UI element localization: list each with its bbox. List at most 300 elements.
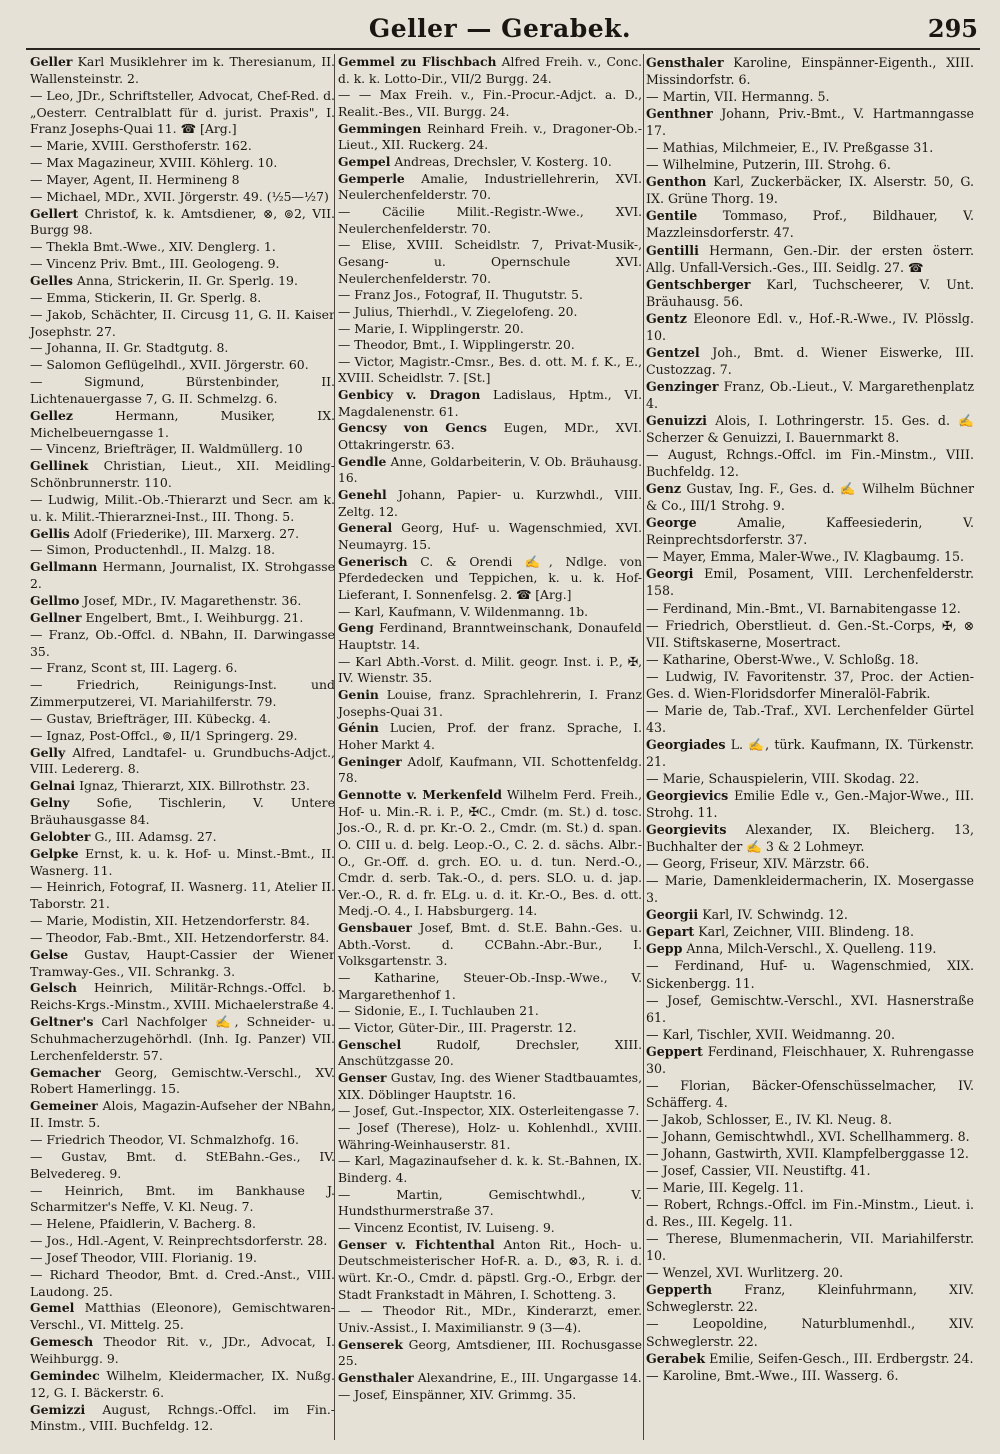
directory-entry: [30, 408, 335, 442]
directory-entry: [30, 256, 335, 273]
directory-entry: [646, 412, 974, 446]
directory-entry: [30, 374, 335, 408]
entry-details: Sofie, Tischlerin, V. Untere Bräuhausgasse 84.: [30, 795, 335, 827]
entry-details: — Johanna, II. Gr. Stadtgutg. 8.: [30, 340, 229, 356]
entry-surname: Gensthaler: [646, 55, 724, 70]
entry-details: — Friedrich, Reinigungs-Inst. und Zimmerputzerei, VI. Mariahilferstr. 79.: [30, 677, 335, 710]
entry-surname: Geng: [338, 620, 374, 636]
entry-surname: Gelnai: [30, 778, 76, 794]
entry-surname: Geltner's: [30, 1014, 94, 1030]
entry-details: — Theodor, Fab.-Bmt., XII. Hetzendorferstr. 84.: [30, 929, 330, 945]
entry-details: Christian, Lieut., XII. Meidling-Schönbrunnerstr. 110.: [30, 458, 335, 491]
entry-details: Engelbert, Bmt., I. Weihburgg. 21.: [85, 609, 304, 625]
page-number: 295: [927, 14, 978, 43]
directory-entry: [338, 420, 642, 453]
entry-details: — Franz, Scont st, III. Lagerg. 6.: [30, 660, 238, 676]
directory-entry: [338, 920, 642, 970]
entry-details: — Mayer, Agent, II. Hermineng 8: [30, 171, 240, 187]
column-divider: [643, 54, 644, 1440]
entry-surname: Gensbauer: [338, 920, 412, 936]
directory-entry: [338, 237, 642, 287]
directory-entry: [30, 340, 335, 357]
directory-entry: [646, 1196, 974, 1230]
entry-details: — Johann, Gemischtwhdl., XVI. Schellhammerg. 8.: [646, 1128, 970, 1144]
entry-details: L. ✍, türk. Kaufmann, IX. Türkenstr. 21.: [646, 736, 974, 769]
directory-entry: [646, 668, 974, 702]
entry-details: Eleonore Edl. v., Hof.-R.-Wwe., IV. Plösslg. 10.: [646, 310, 974, 343]
entry-details: — Michael, MDr., XVII. Jörgerstr. 49. (½5—½7): [30, 188, 329, 204]
directory-entry: [30, 189, 335, 206]
directory-entry: [338, 354, 642, 387]
entry-surname: Genthner: [646, 106, 713, 122]
directory-entry: [646, 344, 974, 378]
entry-details: Alfred, Landtafel- u. Grundbuchs-Adjct., VIII. Ledererg. 8.: [30, 744, 335, 777]
directory-entry: [338, 321, 642, 338]
entry-details: — Josef, Gut.-Inspector, XIX. Osterleitengasse 7.: [338, 1104, 640, 1119]
directory-entry: [30, 660, 335, 677]
directory-entry: [646, 1128, 974, 1145]
entry-surname: Gennotte v. Merkenfeld: [338, 786, 502, 802]
entry-surname: Geller: [30, 54, 73, 69]
entry-details: Alois, Magazin-Aufseher der NBahn, II. Imstr. 5.: [30, 1098, 335, 1131]
entry-details: Hermann, Gen.-Dir. der ersten österr. Allg. Unfall-Versich.-Ges., III. Seidlg. 27. ☎: [646, 242, 974, 275]
directory-entry: [30, 711, 335, 728]
directory-entry: [30, 155, 335, 172]
entry-details: — Ludwig, Milit.-Ob.-Thierarzt und Secr. am k. u. k. Milit.-Thierarznei-Inst., III. Thong. 5.: [30, 491, 335, 524]
entry-details: — Josef (Therese), Holz- u. Kohlenhdl., XVIII. Währing-Weinhauserstr. 81.: [338, 1121, 642, 1152]
directory-entry: [30, 138, 335, 155]
page-header: [0, 10, 1000, 50]
directory-entry: [30, 829, 335, 846]
directory-entry: [338, 520, 642, 553]
entry-details: Wilhelm Ferd. Freih., Hof- u. Min.-R. i. P., ✠C., Cmdr. (m. St.) d. tosc. Jos.-O., R. d. pr. Kr.-O. 2., Cmdr. (m. St.) d. span. O. CIII u. d. belg. Leop.-O., C. 2. d. sächs. Albr.-O., Gr.-Off. d. grch. EO. u. d. tun. Nerd.-O., Cmdr. d. serb. Tak.-O., d. pers. SLO. u. d. jap. Ver.-O., R. d. fr. ELg. u. d. it. Kr.-O., Bes. d. ott. Medj.-O. 4., I. Habsburgerg. 14.: [338, 787, 642, 919]
directory-entry: [30, 357, 335, 374]
directory-entry: [30, 795, 335, 829]
entry-details: Emilie Edle v., Gen.-Major-Wwe., III. Strohg. 11.: [646, 788, 974, 821]
entry-surname: Gelny: [30, 795, 70, 811]
entry-surname: Gellner: [30, 609, 82, 625]
entry-surname: Gellmo: [30, 593, 80, 608]
entry-surname: Gelles: [30, 272, 73, 288]
directory-entry: [338, 1020, 642, 1037]
entry-surname: Gentilli: [646, 242, 699, 258]
directory-entry: [30, 1065, 335, 1099]
directory-entry: [646, 872, 974, 906]
entry-details: — Thekla Bmt.-Wwe., XIV. Denglerg. 1.: [30, 239, 276, 255]
entry-details: — Victor, Magistr.-Cmsr., Bes. d. ott. M. f. K., E., XVIII. Scheidlstr. 7. [St.]: [338, 354, 642, 386]
entry-surname: Gepart: [646, 924, 695, 940]
directory-entry: [338, 87, 642, 120]
entry-details: — Marie, XVIII. Gersthoferstr. 162.: [30, 138, 252, 154]
entry-details: — Mathias, Milchmeier, E., IV. Preßgasse 31.: [646, 140, 934, 156]
directory-entry: [646, 600, 974, 617]
entry-details: Karl, Zeichner, VIII. Blindeng. 18.: [698, 924, 914, 940]
directory-entry: [646, 770, 974, 787]
entry-details: — Karoline, Bmt.-Wwe., III. Wasserg. 6.: [646, 1367, 899, 1383]
entry-surname: Gepp: [646, 941, 683, 957]
entry-surname: Genz: [646, 481, 682, 497]
entry-surname: Genbicy v. Dragon: [338, 387, 481, 403]
entry-details: Anna, Milch-Verschl., X. Quelleng. 119.: [686, 941, 937, 957]
entry-surname: Gentz: [646, 310, 687, 326]
directory-entry: [338, 1220, 642, 1237]
entry-details: — Marie, Modistin, XII. Hetzendorferstr. 84.: [30, 913, 310, 929]
directory-entry: [338, 1003, 642, 1020]
entry-details: — Victor, Güter-Dir., III. Pragerstr. 12.: [338, 1021, 577, 1036]
entry-surname: Gelpke: [30, 845, 79, 861]
entry-surname: Gempel: [338, 153, 391, 169]
directory-entry: [646, 906, 974, 923]
entry-details: — Sidonie, E., I. Tuchlauben 21.: [338, 1004, 539, 1019]
directory-entry: [30, 1132, 335, 1149]
entry-details: — Ferdinand, Min.-Bmt., VI. Barnabitengasse 12.: [646, 600, 961, 616]
entry-details: — Ignaz, Post-Offcl., ⊚, II/1 Springerg. 29.: [30, 727, 298, 743]
directory-entry: [646, 514, 974, 548]
entry-details: — Katharine, Steuer-Ob.-Insp.-Wwe., V. Margarethenhof 1.: [338, 971, 642, 1002]
directory-entry: [646, 736, 974, 770]
directory-entry: [646, 310, 974, 344]
entry-details: — Franz Jos., Fotograf, II. Thugutstr. 5.: [338, 288, 583, 303]
directory-entry: [646, 1350, 974, 1367]
directory-entry: [338, 1387, 642, 1404]
entry-surname: Gelly: [30, 744, 66, 760]
entry-details: Matthias (Eleonore), Gemischtwaren-Verschl., VI. Mittelg. 25.: [30, 1300, 335, 1333]
directory-entry: [30, 290, 335, 307]
entry-surname: Genzinger: [646, 378, 719, 394]
entry-details: — Marie, Damenkleidermacherin, IX. Mosergasse 3.: [646, 873, 974, 906]
entry-details: — Katharine, Oberst-Wwe., V. Schloßg. 18.: [646, 651, 919, 667]
entry-surname: Gensthaler: [338, 1369, 414, 1385]
directory-entry: [646, 923, 974, 940]
directory-entry: [646, 446, 974, 480]
header-rule: [26, 48, 980, 50]
entry-surname: Genser v. Fichtenthal: [338, 1236, 495, 1252]
entry-surname: Gendle: [338, 453, 387, 469]
entry-surname: Generisch: [338, 553, 408, 569]
entry-surname: Gelsch: [30, 980, 77, 996]
entry-details: — Marie, I. Wipplingerstr. 20.: [338, 321, 524, 336]
directory-entry: [646, 1179, 974, 1196]
entry-details: Rudolf, Drechsler, XIII. Anschützgasse 20.: [338, 1037, 642, 1069]
directory-entry: [646, 651, 974, 668]
directory-entry: [338, 171, 642, 204]
directory-entry: [30, 441, 335, 458]
entry-surname: Gellert: [30, 205, 79, 221]
directory-entry: [646, 1077, 974, 1111]
entry-details: Lucien, Prof. der franz. Sprache, I. Hoher Markt 4.: [338, 721, 642, 752]
directory-entry: [338, 1337, 642, 1370]
directory-entry: [646, 139, 974, 156]
entry-details: Emil, Posament, VIII. Lerchenfelderstr. 158.: [646, 566, 974, 599]
directory-entry: [338, 1037, 642, 1070]
entry-surname: Gemesch: [30, 1334, 94, 1350]
entry-details: — Jakob, Schlosser, E., IV. Kl. Neug. 8.: [646, 1111, 893, 1127]
entry-details: Karl, Tuchscheerer, V. Unt. Bräuhausg. 56.: [646, 276, 974, 309]
entry-details: — Martin, VII. Hermanng. 5.: [646, 89, 830, 105]
directory-entry: [30, 1149, 335, 1183]
entry-surname: Geninger: [338, 753, 402, 769]
directory-entry: [646, 1145, 974, 1162]
directory-entry: [338, 454, 642, 487]
directory-entry: [30, 492, 335, 526]
entry-surname: Genschel: [338, 1036, 402, 1052]
directory-entry: [338, 1070, 642, 1103]
entry-surname: Gemmingen: [338, 120, 422, 136]
entry-details: Karoline, Einspänner-Eigenth., XIII. Missindorfstr. 6.: [646, 55, 974, 88]
entry-details: — Leo, JDr., Schriftsteller, Advocat, Chef-Red. d. „Oesterr. Centralblatt für d. jurist. Praxis", I. Franz Josephs-Quai 11. ☎ [Arg.]: [30, 87, 335, 137]
directory-entry: [338, 654, 642, 687]
directory-entry: [30, 913, 335, 930]
directory-entry: [646, 242, 974, 276]
directory-entry: [338, 620, 642, 653]
directory-entry: [646, 940, 974, 957]
entry-details: — Cäcilie Milit.-Registr.-Wwe., XVI. Neulerchenfelderstr. 70.: [338, 204, 642, 236]
entry-details: Josef, Bmt. d. St.E. Bahn.-Ges. u. Abth.-Vorst. d. CCBahn.-Abr.-Bur., I. Volksgartenstr. 3.: [338, 921, 642, 969]
directory-entry: [646, 54, 974, 88]
entry-details: — Ferdinand, Huf- u. Wagenschmied, XIX. Sickenbergg. 11.: [646, 958, 974, 991]
entry-details: Johann, Priv.-Bmt., V. Hartmanngasse 17.: [646, 106, 974, 139]
entry-surname: Genuizzi: [646, 412, 707, 428]
entry-surname: Georgii: [646, 907, 699, 923]
directory-entry: [338, 787, 642, 920]
directory-entry: [30, 542, 335, 559]
entry-surname: Gepperth: [646, 1282, 713, 1298]
entry-details: — Sigmund, Bürstenbinder, II. Lichtenauergasse 7, G. II. Schmelzg. 6.: [30, 374, 335, 406]
directory-entry: [30, 947, 335, 981]
directory-entry: [338, 1153, 642, 1186]
entry-details: Gustav, Ing. F., Ges. d. ✍ Wilhelm Büchner & Co., III/1 Strohg. 9.: [646, 481, 974, 514]
directory-entry: [646, 1026, 974, 1043]
entry-surname: Gencsy von Gencs: [338, 420, 487, 436]
entry-surname: Genthon: [646, 174, 707, 190]
entry-details: — Gustav, Bmt. d. StEBahn.-Ges., IV. Belvedereg. 9.: [30, 1148, 335, 1181]
entry-details: — Salomon Geflügelhdl., XVII. Jörgerstr. 60.: [30, 357, 309, 373]
directory-entry: [30, 172, 335, 189]
directory-entry: [338, 720, 642, 753]
directory-entry: [30, 458, 335, 492]
entry-details: — Helene, Pfaidlerin, V. Bacherg. 8.: [30, 1216, 257, 1232]
directory-entry: [338, 604, 642, 621]
entry-details: Tommaso, Prof., Bildhauer, V. Mazzleinsdorferstr. 47.: [646, 208, 974, 241]
directory-entry: [30, 930, 335, 947]
entry-surname: Gelobter: [30, 828, 91, 844]
entry-surname: Georgievits: [646, 822, 727, 838]
directory-entry: [646, 702, 974, 736]
directory-entry: [338, 121, 642, 154]
entry-surname: Gemacher: [30, 1064, 101, 1080]
directory-entry: [646, 617, 974, 651]
directory-entry: [338, 204, 642, 237]
entry-details: Carl Nachfolger ✍, Schneider- u. Schuhmacherzugehörhdl. (Inh. Ig. Panzer) VII. Lerchenfelderstr. 57.: [30, 1014, 335, 1063]
directory-entry: [30, 88, 335, 139]
directory-entry: [646, 821, 974, 855]
entry-surname: Gemmel zu Flischbach: [338, 54, 497, 69]
entry-details: Heinrich, Militär-Rchngs.-Offcl. b. Reichs-Krgs.-Minstm., XVIII. Michaelerstraße 4.: [30, 980, 335, 1013]
entry-details: Amalie, Kaffeesiederin, V. Reinprechtsdorferstr. 37.: [646, 515, 974, 548]
entry-details: Georg, Gemischtw.-Verschl., XV. Robert Hamerlingg. 15.: [30, 1064, 335, 1097]
entry-details: — Therese, Blumenmacherin, VII. Mariahilferstr. 10.: [646, 1231, 974, 1264]
directory-entry: [646, 787, 974, 821]
entry-details: — Josef, Einspänner, XIV. Grimmg. 35.: [338, 1387, 577, 1402]
directory-entry: [646, 105, 974, 139]
entry-details: — Josef Theodor, VIII. Florianig. 19.: [30, 1249, 257, 1265]
entry-details: — Simon, Productenhdl., II. Malzg. 18.: [30, 542, 276, 558]
entry-details: August, Rchngs.-Offcl. im Fin.-Minstm., VIII. Buchfeldg. 12.: [30, 1401, 335, 1434]
entry-details: — Karl, Magazinaufseher d. k. k. St.-Bahnen, IX. Binderg. 4.: [338, 1154, 642, 1185]
directory-entry: [646, 1367, 974, 1384]
entry-details: — Josef, Gemischtw.-Verschl., XVI. Hasnerstraße 61.: [646, 992, 974, 1025]
directory-entry: [338, 487, 642, 520]
directory-entry: [30, 778, 335, 795]
entry-details: Alfred Freih. v., Conc. d. k. k. Lotto-Dir., VII/2 Burgg. 24.: [338, 55, 642, 86]
entry-surname: Georgiades: [646, 736, 726, 752]
entry-details: — Friedrich, Oberstlieut. d. Gen.-St.-Corps, ✠, ⊗ VII. Stiftskaserne, Mosertract.: [646, 617, 974, 650]
entry-details: — Friedrich Theodor, VI. Schmalzhofg. 16.: [30, 1132, 299, 1147]
directory-entry: [30, 307, 335, 341]
entry-details: — Mayer, Emma, Maler-Wwe., IV. Klagbaumg. 15.: [646, 549, 965, 565]
directory-entry: [646, 1281, 974, 1315]
directory-entry: [30, 1267, 335, 1301]
entry-details: — Vincenz, Briefträger, II. Waldmüllerg. 10: [30, 441, 303, 457]
directory-entry: [646, 88, 974, 105]
entry-details: Karl, IV. Schwindg. 12.: [702, 907, 848, 923]
entry-surname: Gerabek: [646, 1350, 706, 1366]
directory-entry: [338, 1103, 642, 1120]
directory-entry: [30, 1183, 335, 1217]
directory-entry: [30, 1098, 335, 1132]
entry-details: — — Max Freih. v., Fin.-Procur.-Adjct. a. D., Realit.-Bes., VII. Burgg. 24.: [338, 88, 642, 119]
directory-entry: [30, 980, 335, 1014]
entry-surname: Gemel: [30, 1300, 75, 1316]
entry-details: Alexander, IX. Bleicherg. 13, Buchhalter der ✍ 3 & 2 Lohmeyr.: [646, 822, 974, 855]
directory-entry: [338, 687, 642, 720]
entry-surname: Georgievics: [646, 788, 729, 804]
entry-details: Wilhelm, Kleidermacher, IX. Nußg. 12, G. I. Bäckerstr. 6.: [30, 1367, 335, 1400]
directory-entry: [646, 855, 974, 872]
entry-surname: Gentile: [646, 208, 698, 224]
entry-details: — — Theodor Rit., MDr., Kinderarzt, emer. Univ.-Assist., I. Maximilianstr. 9 (3—4).: [338, 1304, 642, 1335]
entry-details: Ignaz, Thierarzt, XIX. Billrothstr. 23.: [79, 778, 310, 794]
entry-details: Franz, Kleinfuhrmann, XIV. Schweglerstr. 22.: [646, 1282, 974, 1315]
entry-details: — Josef, Cassier, VII. Neustiftg. 41.: [646, 1163, 871, 1179]
entry-details: Anna, Strickerin, II. Gr. Sperlg. 19.: [76, 272, 298, 288]
directory-entry: [338, 387, 642, 420]
entry-surname: Genehl: [338, 487, 387, 503]
entry-details: Emilie, Seifen-Gesch., III. Erdbergstr. 24.: [709, 1350, 974, 1366]
entry-details: Adolf (Friederike), III. Marxerg. 27.: [73, 525, 300, 541]
directory-entry: [30, 745, 335, 779]
entry-details: — Karl Abth.-Vorst. d. Milit. geogr. Inst. i. P., ✠, IV. Wienstr. 35.: [338, 654, 642, 686]
entry-details: Johann, Papier- u. Kurzwhdl., VIII. Zeltg. 12.: [338, 488, 642, 519]
entry-details: — Heinrich, Bmt. im Bankhause J. Scharmitzer's Neffe, V. Kl. Neug. 7.: [30, 1182, 335, 1215]
entry-details: — Robert, Rchngs.-Offcl. im Fin.-Minstm., Lieut. i. d. Res., III. Kegelg. 11.: [646, 1197, 974, 1230]
entry-details: Gustav, Haupt-Cassier der Wiener Tramway-Ges., VII. Schrankg. 3.: [30, 946, 335, 979]
entry-details: — Gustav, Briefträger, III. Kübeckg. 4.: [30, 710, 272, 726]
entry-surname: General: [338, 520, 393, 536]
entry-details: — Marie de, Tab.-Traf., XVI. Lerchenfelder Gürtel 43.: [646, 702, 974, 735]
directory-entry: [646, 957, 974, 991]
entry-details: — Martin, Gemischtwhdl., V. Hundsthurmerstraße 37.: [338, 1187, 642, 1219]
entry-details: — Jos., Hdl.-Agent, V. Reinprechtsdorferstr. 28.: [30, 1233, 328, 1249]
directory-entry: [30, 1334, 335, 1368]
entry-surname: Genserek: [338, 1336, 403, 1352]
directory-entry: [338, 1120, 642, 1153]
directory-entry: [30, 1368, 335, 1402]
entry-details: Christof, k. k. Amtsdiener, ⊗, ⊚2, VII. Burgg 98.: [30, 205, 335, 238]
entry-surname: George: [646, 515, 697, 531]
directory-entry: [30, 526, 335, 543]
entry-surname: Gelse: [30, 946, 69, 962]
column-3: [646, 54, 974, 1384]
directory-entry: [338, 1237, 642, 1304]
entry-surname: Gellmann: [30, 559, 98, 575]
directory-entry: [646, 1043, 974, 1077]
entry-details: — Georg, Friseur, XIV. Märzstr. 66.: [646, 856, 870, 872]
entry-details: — Elise, XVIII. Scheidlstr. 7, Privat-Musik-, Gesang- u. Opernschule XVI. Neulerchenfelderstr. 70.: [338, 238, 642, 286]
directory-entry: [30, 593, 335, 610]
directory-entry: [30, 559, 335, 593]
directory-entry: [646, 548, 974, 565]
entry-surname: Genin: [338, 686, 379, 702]
directory-entry: [646, 378, 974, 412]
directory-entry: [646, 1111, 974, 1128]
entry-details: C. & Orendi ✍, Ndlge. von Pferdedecken und Teppichen, k. u. k. Hof-Lieferant, I. Sonnenfelsg. 2. ☎ [Arg.]: [338, 554, 642, 602]
directory-entry: [30, 239, 335, 256]
entry-details: — Johann, Gastwirth, XVII. Klampfelberggasse 12.: [646, 1146, 969, 1161]
entry-details: — Max Magazineur, XVIII. Köhlerg. 10.: [30, 155, 278, 171]
entry-details: — Vincenz Econtist, IV. Luiseng. 9.: [338, 1220, 555, 1235]
entry-details: Eugen, MDr., XVI. Ottakringerstr. 63.: [338, 421, 642, 453]
entry-details: Joh., Bmt. d. Wiener Eiswerke, III. Custozzag. 7.: [646, 344, 974, 377]
entry-details: Karl Musiklehrer im k. Theresianum, II. Wallensteinstr. 2.: [30, 54, 335, 86]
directory-entry: [338, 1370, 642, 1387]
directory-entry: [646, 276, 974, 310]
directory-entry: [338, 970, 642, 1003]
directory-entry: [30, 206, 335, 240]
directory-entry: [646, 565, 974, 599]
entry-surname: Gemperle: [338, 170, 405, 186]
directory-entry: [30, 728, 335, 745]
directory-entry: [646, 480, 974, 514]
directory-entry: [30, 1216, 335, 1233]
directory-entry: [30, 627, 335, 661]
directory-entry: [30, 1250, 335, 1267]
entry-details: — Marie, Schauspielerin, VIII. Skodag. 22.: [646, 770, 920, 786]
entry-details: Adolf, Kaufmann, VII. Schottenfeldg. 78.: [338, 754, 642, 786]
entry-details: — Theodor, Bmt., I. Wipplingerstr. 20.: [338, 338, 575, 353]
directory-entry: [30, 1014, 335, 1065]
entry-details: — Franz, Ob.-Offcl. d. NBahn, II. Darwingasse 35.: [30, 626, 335, 659]
directory-entry: [30, 677, 335, 711]
entry-details: Anton Rit., Hoch- u. Deutschmeisterischer Hof-R. a. D., ⊗3, R. i. d. würt. Kr.-O., Cmdr. d. päpstl. Grg.-O., Erbgr. der Stadt Frankstadt in Mähren, I. Schotteng. 3.: [338, 1237, 642, 1302]
directory-entry: [646, 1230, 974, 1264]
entry-details: Louise, franz. Sprachlehrerin, I. Franz Josephs-Quai 31.: [338, 687, 642, 719]
entry-details: — Emma, Stickerin, II. Gr. Sperlg. 8.: [30, 289, 262, 305]
directory-entry: [646, 992, 974, 1026]
entry-surname: Gemizzi: [30, 1401, 86, 1417]
directory-entry: [338, 304, 642, 321]
directory-entry: [338, 287, 642, 304]
entry-details: — Wilhelmine, Putzerin, III. Strohg. 6.: [646, 157, 891, 173]
directory-entry: [338, 337, 642, 354]
entry-details: Georg, Huf- u. Wagenschmied, XVI. Neumayrg. 15.: [338, 521, 642, 553]
directory-entry: [30, 610, 335, 627]
directory-entry: [338, 154, 642, 171]
entry-details: — August, Rchngs.-Offcl. im Fin.-Minstm., VIII. Buchfeldg. 12.: [646, 447, 974, 480]
directory-entry: [646, 1162, 974, 1179]
directory-entry: [646, 207, 974, 241]
entry-details: Gustav, Ing. des Wiener Stadtbauamtes, XIX. Döblinger Hauptstr. 16.: [338, 1071, 642, 1102]
